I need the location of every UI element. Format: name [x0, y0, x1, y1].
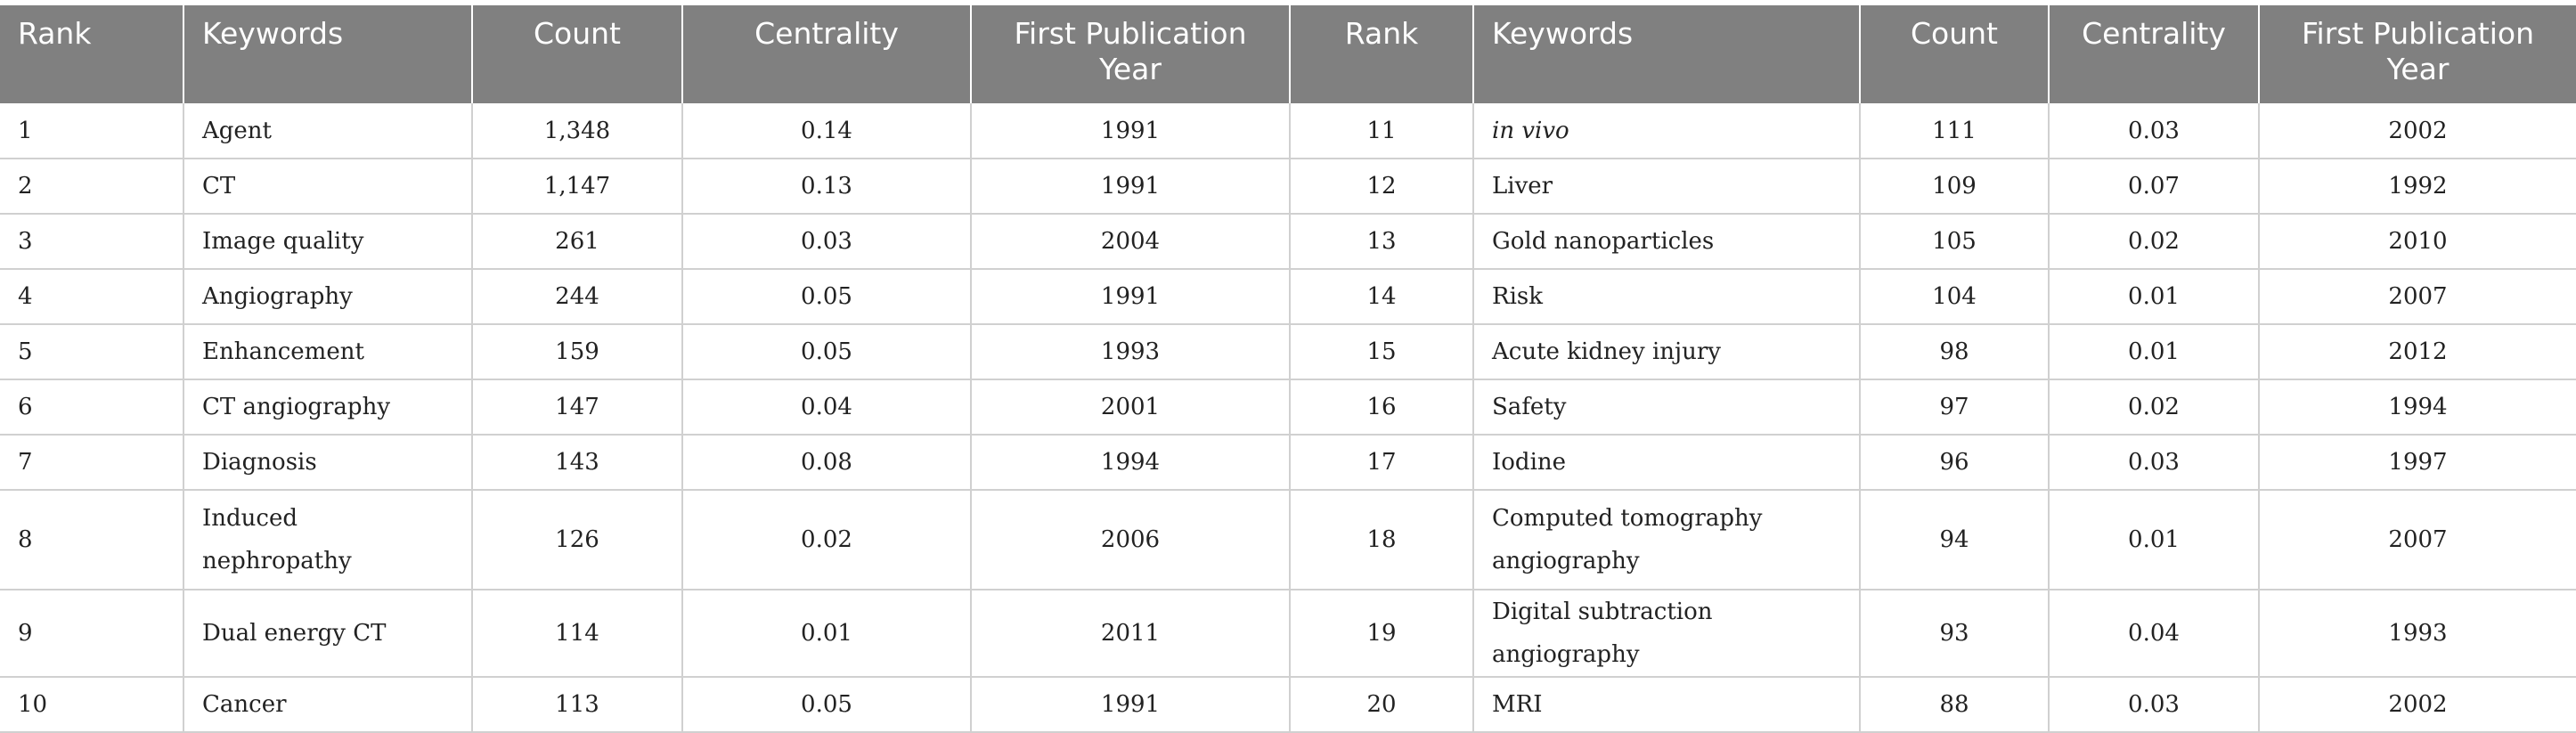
rank-cell: 20 — [1290, 677, 1473, 732]
rank-cell: 19 — [1290, 590, 1473, 677]
keyword-cell: Acute kidney injury — [1473, 324, 1860, 379]
rank-cell: 4 — [0, 269, 183, 324]
year-cell: 2011 — [971, 590, 1290, 677]
centrality-cell: 0.08 — [682, 435, 971, 490]
table-row — [0, 269, 2576, 324]
keyword-cell: Computed tomography angiography — [1473, 490, 1860, 590]
keyword-cell: Agent — [183, 103, 472, 159]
count-cell: 147 — [472, 379, 682, 435]
rank-cell: 12 — [1290, 159, 1473, 214]
table-row — [0, 324, 2576, 379]
count-cell: 96 — [1860, 435, 2049, 490]
centrality-cell: 0.01 — [2049, 490, 2259, 590]
table-row — [0, 590, 2576, 677]
keyword-cell: Gold nanoparticles — [1473, 214, 1860, 269]
keyword-cell: Enhancement — [183, 324, 472, 379]
count-cell: 159 — [472, 324, 682, 379]
year-cell: 2004 — [971, 214, 1290, 269]
count-cell: 88 — [1860, 677, 2049, 732]
rank-cell: 18 — [1290, 490, 1473, 590]
count-cell: 105 — [1860, 214, 2049, 269]
keyword-cell: Angiography — [183, 269, 472, 324]
centrality-cell: 0.05 — [682, 677, 971, 732]
rank-cell: 17 — [1290, 435, 1473, 490]
keyword-cell: Diagnosis — [183, 435, 472, 490]
keyword-cell: Safety — [1473, 379, 1860, 435]
year-cell: 1994 — [2259, 379, 2576, 435]
year-cell: 2010 — [2259, 214, 2576, 269]
header-row — [0, 5, 2576, 103]
rank-cell: 14 — [1290, 269, 1473, 324]
year-cell: 1991 — [971, 159, 1290, 214]
year-cell: 2007 — [2259, 490, 2576, 590]
keyword-cell: Induced nephropathy — [183, 490, 472, 590]
year-cell: 1993 — [2259, 590, 2576, 677]
count-cell: 113 — [472, 677, 682, 732]
count-cell: 98 — [1860, 324, 2049, 379]
table-row — [0, 435, 2576, 490]
rank-cell: 3 — [0, 214, 183, 269]
count-cell: 1,348 — [472, 103, 682, 159]
count-cell: 114 — [472, 590, 682, 677]
year-cell: 1991 — [971, 677, 1290, 732]
header-centrality: Centrality — [2049, 5, 2259, 103]
centrality-cell: 0.03 — [2049, 677, 2259, 732]
table-row — [0, 214, 2576, 269]
header-first-publication-year: First Publication Year — [2259, 5, 2576, 103]
rank-cell: 9 — [0, 590, 183, 677]
rank-cell: 6 — [0, 379, 183, 435]
centrality-cell: 0.02 — [682, 490, 971, 590]
table-row — [0, 490, 2576, 590]
keywords-table — [0, 5, 2576, 733]
header-count: Count — [1860, 5, 2049, 103]
rank-cell: 15 — [1290, 324, 1473, 379]
centrality-cell: 0.01 — [2049, 269, 2259, 324]
year-cell: 2012 — [2259, 324, 2576, 379]
table-row — [0, 103, 2576, 159]
year-cell: 1991 — [971, 269, 1290, 324]
keyword-cell: CT angiography — [183, 379, 472, 435]
centrality-cell: 0.04 — [682, 379, 971, 435]
centrality-cell: 0.13 — [682, 159, 971, 214]
rank-cell: 11 — [1290, 103, 1473, 159]
centrality-cell: 0.01 — [682, 590, 971, 677]
year-cell: 1991 — [971, 103, 1290, 159]
centrality-cell: 0.05 — [682, 269, 971, 324]
header-first-publication-year: First Publication Year — [971, 5, 1290, 103]
header-keywords: Keywords — [1473, 5, 1860, 103]
count-cell: 1,147 — [472, 159, 682, 214]
keyword-cell: Liver — [1473, 159, 1860, 214]
centrality-cell: 0.14 — [682, 103, 971, 159]
header-keywords: Keywords — [183, 5, 472, 103]
count-cell: 93 — [1860, 590, 2049, 677]
count-cell: 143 — [472, 435, 682, 490]
count-cell: 109 — [1860, 159, 2049, 214]
header-count: Count — [472, 5, 682, 103]
year-cell: 2007 — [2259, 269, 2576, 324]
table-row — [0, 159, 2576, 214]
rank-cell: 10 — [0, 677, 183, 732]
count-cell: 126 — [472, 490, 682, 590]
rank-cell: 8 — [0, 490, 183, 590]
rank-cell: 16 — [1290, 379, 1473, 435]
year-cell: 2001 — [971, 379, 1290, 435]
keyword-cell: Risk — [1473, 269, 1860, 324]
centrality-cell: 0.02 — [2049, 214, 2259, 269]
keyword-cell: CT — [183, 159, 472, 214]
keyword-cell: in vivo — [1473, 103, 1860, 159]
year-cell: 2002 — [2259, 677, 2576, 732]
keyword-cell: Digital subtraction angiography — [1473, 590, 1860, 677]
count-cell: 97 — [1860, 379, 2049, 435]
count-cell: 244 — [472, 269, 682, 324]
header-rank: Rank — [1290, 5, 1473, 103]
rank-cell: 7 — [0, 435, 183, 490]
centrality-cell: 0.03 — [2049, 435, 2259, 490]
count-cell: 104 — [1860, 269, 2049, 324]
keyword-cell: Image quality — [183, 214, 472, 269]
centrality-cell: 0.07 — [2049, 159, 2259, 214]
year-cell: 2002 — [2259, 103, 2576, 159]
rank-cell: 5 — [0, 324, 183, 379]
rank-cell: 1 — [0, 103, 183, 159]
keyword-cell: MRI — [1473, 677, 1860, 732]
table-row — [0, 379, 2576, 435]
centrality-cell: 0.02 — [2049, 379, 2259, 435]
centrality-cell: 0.03 — [682, 214, 971, 269]
count-cell: 111 — [1860, 103, 2049, 159]
centrality-cell: 0.01 — [2049, 324, 2259, 379]
rank-cell: 13 — [1290, 214, 1473, 269]
count-cell: 261 — [472, 214, 682, 269]
year-cell: 1997 — [2259, 435, 2576, 490]
keyword-cell: Dual energy CT — [183, 590, 472, 677]
centrality-cell: 0.03 — [2049, 103, 2259, 159]
keyword-cell: Iodine — [1473, 435, 1860, 490]
rank-cell: 2 — [0, 159, 183, 214]
header-rank: Rank — [0, 5, 183, 103]
year-cell: 1994 — [971, 435, 1290, 490]
table-row — [0, 677, 2576, 732]
count-cell: 94 — [1860, 490, 2049, 590]
keyword-cell: Cancer — [183, 677, 472, 732]
year-cell: 2006 — [971, 490, 1290, 590]
header-centrality: Centrality — [682, 5, 971, 103]
year-cell: 1993 — [971, 324, 1290, 379]
year-cell: 1992 — [2259, 159, 2576, 214]
centrality-cell: 0.04 — [2049, 590, 2259, 677]
centrality-cell: 0.05 — [682, 324, 971, 379]
